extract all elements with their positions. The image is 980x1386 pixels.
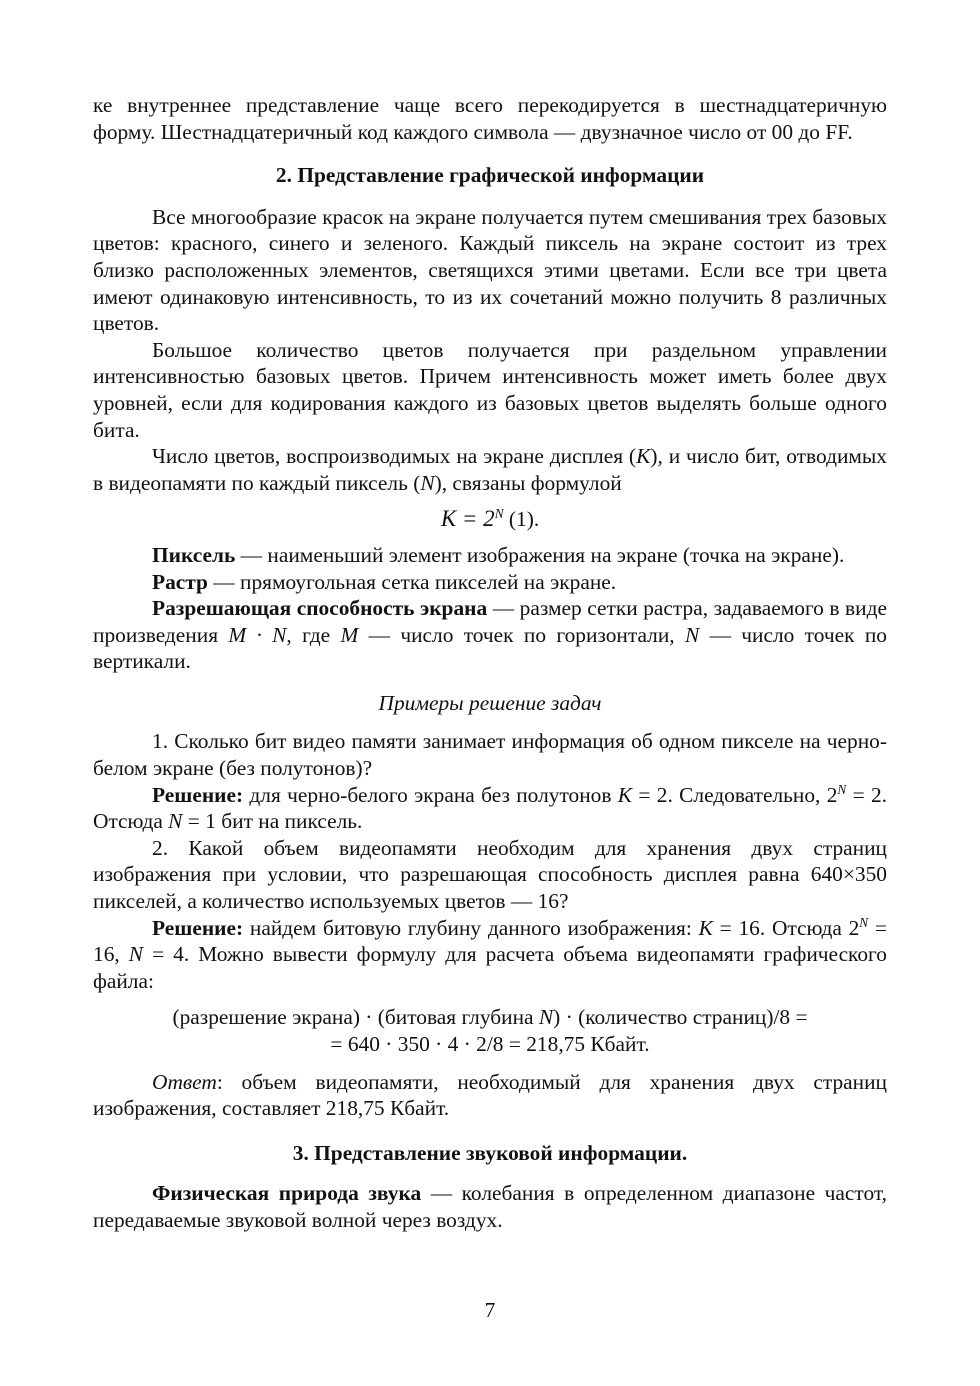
page-content <box>93 92 887 1234</box>
var-n: N <box>168 809 183 834</box>
answer-label: Ответ <box>152 1069 217 1094</box>
definition-text: , где <box>286 622 341 647</box>
text: (разрешение экрана) · (битовая глубина <box>172 1005 539 1030</box>
definition-text: — размер сетки растра, задаваемого в виде произведения <box>93 596 887 647</box>
var-n: N <box>538 1005 554 1030</box>
solution-label: Решение: <box>152 915 244 940</box>
question-2: 2. Какой объем видеопамяти необходим для хранения двух страниц изображения при условии, что разрешающая способность дисплея равна 640×350 пикселей, а количество используемых цветов — 16? <box>93 835 887 914</box>
text: ), связаны формулой <box>434 470 622 495</box>
exponent-n: N <box>837 781 847 797</box>
definition-text: — прямоугольная сетка пикселей на экране. <box>207 569 617 594</box>
calculation-line-2: = 640 · 350 · 4 · 2/8 = 218,75 Кбайт. <box>330 1032 650 1056</box>
definition-raster <box>93 569 887 596</box>
text: ), и число бит, отводимых в видеопамяти по каждый пиксель ( <box>93 444 887 495</box>
text: = 2. Отсюда <box>93 782 887 834</box>
graphics-paragraph-1: Все многообразие красок на экране получается путем смешивания трех базовых цветов: красного, синего и зеленого. Каждый пиксель на экране состоит из трех близко расположенных элементов, светящихся этими цветами. Если все три цвета имеют одинаковую интенсивность, то из их сочетаний можно получить 8 различных цветов. <box>93 204 887 336</box>
var-m: M <box>340 622 359 647</box>
definition-text: — число точек по вертикали. <box>93 622 887 674</box>
formula-number: (1). <box>503 507 540 532</box>
text: = 1 бит на пиксель. <box>182 809 363 834</box>
var-k: K <box>636 444 651 469</box>
graphics-paragraph-2: Большое количество цветов получается при раздельном управлении интенсивностью базовых цветов. Причем интенсивность может иметь более двух уровней, если для кодирования каждого из базовых цветов выделять больше одного бита. <box>93 337 887 442</box>
text: для черно-белого экрана без полутонов <box>243 782 618 807</box>
formula-base: K = 2 <box>440 506 495 532</box>
examples-heading: Примеры решение задач <box>378 690 602 715</box>
definition-text: — колебания в определенном диапазоне частот, передаваемые звуковой волной через воздух. <box>93 1181 887 1232</box>
text: найдем битовую глубину данного изображения: <box>243 915 699 940</box>
term-resolution: Разрешающая способность экрана <box>152 596 488 621</box>
text: = 2. Следовательно, 2 <box>632 782 838 807</box>
sound-definition <box>93 1180 887 1233</box>
graphics-paragraph-3 <box>93 443 887 496</box>
definition-text: — число точек по горизонтали, <box>358 622 685 647</box>
var-mn: M · N <box>228 622 287 647</box>
definition-text: — наименьший элемент изображения на экране (точка на экране). <box>235 542 845 567</box>
var-n: N <box>684 622 700 647</box>
exponent-n: N <box>859 914 869 930</box>
answer-text: : объем видеопамяти, необходимый для хранения двух страниц изображения, составляет 218,75 Кбайт. <box>93 1069 887 1121</box>
var-k: K <box>617 782 633 807</box>
question-1: 1. Сколько бит видео памяти занимает информация об одном пикселе на черно-белом экране (без полутонов)? <box>93 729 887 781</box>
calculation-line-1 <box>93 1004 887 1031</box>
definition-pixel <box>93 542 887 569</box>
var-n: N <box>128 942 144 967</box>
text: = 16. Отсюда 2 <box>712 915 860 940</box>
solution-label: Решение: <box>152 782 244 807</box>
text: = 4. Можно вывести формулу для расчета объема видеопамяти графического файла: <box>93 942 887 993</box>
term-sound: Физическая природа звука <box>152 1181 422 1206</box>
definition-resolution <box>93 595 887 675</box>
var-k: K <box>698 915 713 940</box>
text: = 16, <box>93 915 887 967</box>
section-2-heading: 2. Представление графической информации <box>275 163 705 188</box>
answer <box>93 1069 887 1122</box>
term-raster: Растр <box>152 569 208 594</box>
text: Число цветов, воспроизводимых на экране дисплея ( <box>152 444 637 469</box>
formula-1 <box>93 506 887 533</box>
solution-1 <box>93 782 887 835</box>
formula-exponent: N <box>494 506 504 522</box>
term-pixel: Пиксель <box>152 542 236 567</box>
var-n: N <box>420 470 435 495</box>
page-number: 7 <box>484 1298 496 1322</box>
section-3-heading: 3. Представление звуковой информации. <box>292 1140 688 1165</box>
intro-paragraph: ке внутреннее представление чаще всего перекодируется в шестнадцатеричную форму. Шестнадцатеричный код каждого символа — двузначное число от 00 до FF. <box>93 93 887 144</box>
solution-2 <box>93 915 887 995</box>
text: ) · (количество страниц)/8 = <box>553 1005 808 1030</box>
